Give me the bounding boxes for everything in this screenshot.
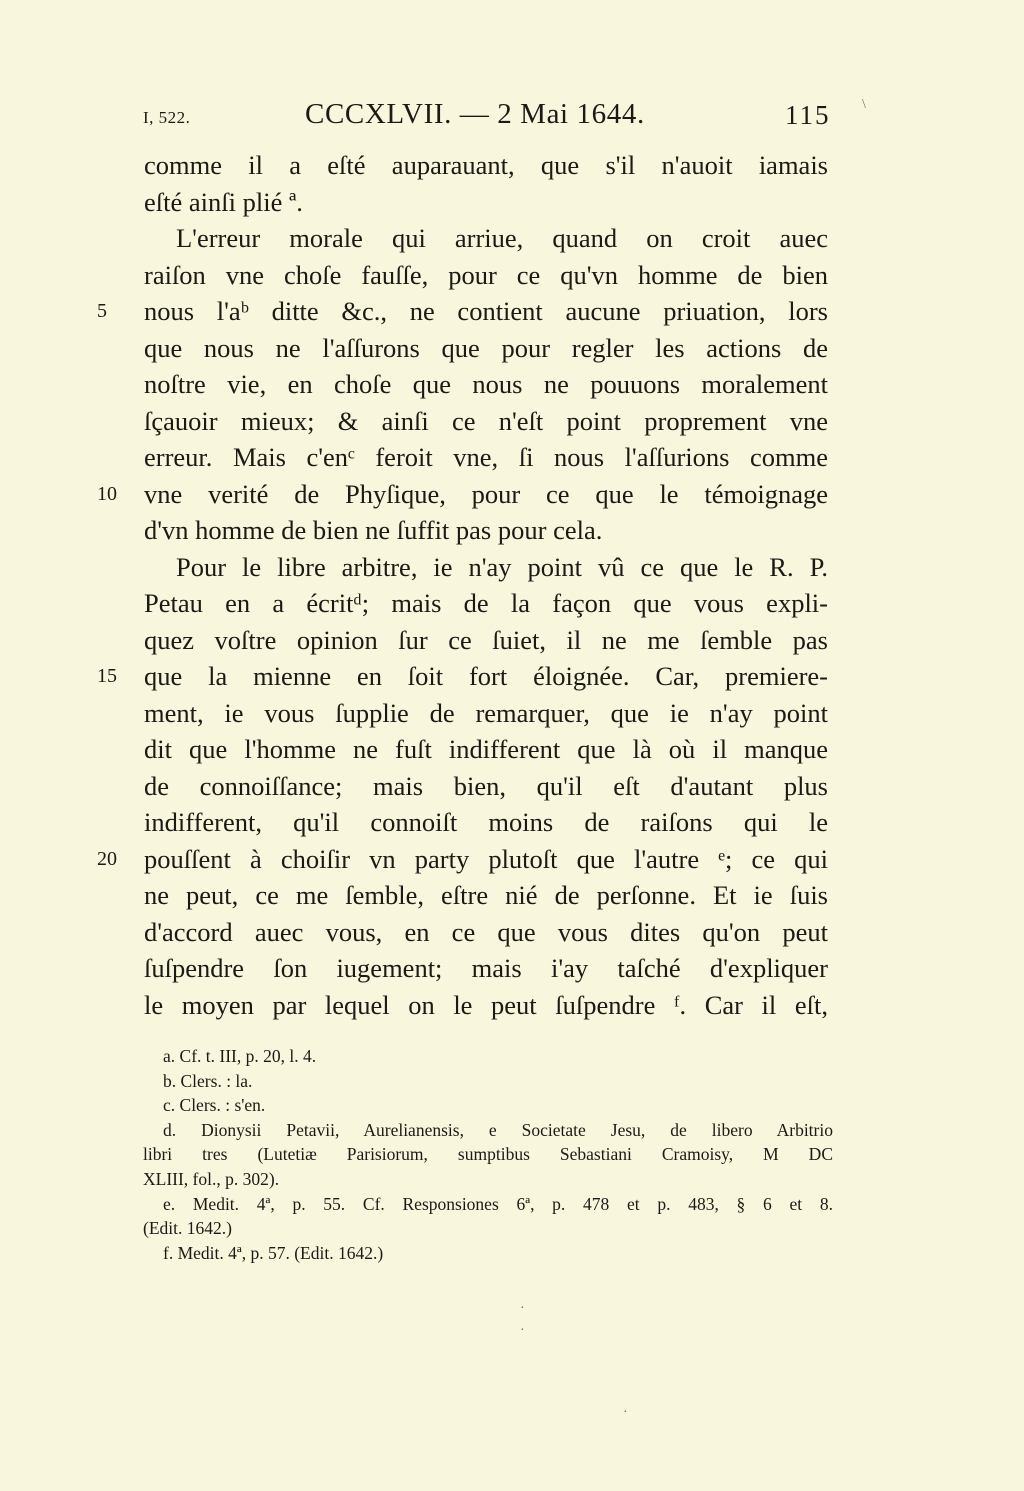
text-line	[144, 804, 828, 841]
text-line	[144, 585, 828, 622]
line-text: quez voſtre opinion ſur ce ſuiet, il ne me ſemble pas	[144, 624, 828, 655]
line-text: raiſon vne choſe fauſſe, pour ce qu'vn homme de bien	[144, 259, 828, 290]
line-text: Pour le libre arbitre, ie n'ay point vû ce que le R. P.	[176, 551, 828, 582]
text-line	[144, 330, 828, 367]
line-text: noſtre vie, en choſe que nous ne pouuons moralement	[144, 369, 828, 399]
line-number: 15	[97, 665, 117, 687]
footnote-text: a. Cf. t. III, p. 20, l. 4.	[163, 1046, 317, 1066]
footnote-line	[143, 1069, 833, 1094]
main-text	[97, 147, 828, 1023]
line-text: pouſſent à choiſir vn party plutoſt que l'autre ᵉ; ce qui	[144, 843, 828, 874]
footnote-line	[143, 1142, 833, 1167]
footnote-line	[143, 1192, 833, 1217]
line-text: ne peut, ce me ſemble, eſtre nié de perſonne. Et ie ſuis	[144, 880, 828, 910]
footnote-text: XLIII, fol., p. 302).	[143, 1168, 280, 1189]
line-text: ſçauoir mieux; & ainſi ce n'eſt point proprement vne	[144, 405, 828, 436]
text-line	[144, 512, 828, 549]
line-number: 5	[97, 300, 107, 322]
text-line	[144, 147, 828, 184]
footnote-text: b. Clers. : la.	[163, 1070, 253, 1091]
footnote-line	[143, 1167, 833, 1192]
footnote-line	[143, 1093, 833, 1118]
text-line	[97, 841, 828, 878]
text-line	[144, 987, 828, 1024]
line-text: Petau en a écritᵈ; mais de la façon que vous expli-	[144, 588, 828, 618]
line-text: ſuſpendre ſon iugement; mais i'ay taſché d'expliquer	[144, 953, 828, 983]
footnote-line	[143, 1241, 833, 1266]
text-line	[144, 914, 828, 951]
line-text: d'vn homme de bien ne ſuffit pas pour cela.	[144, 515, 603, 545]
letter-heading: CCCXLVII. — 2 Mai 1644.	[305, 98, 645, 130]
line-text: erreur. Mais c'enᶜ feroit vne, ſi nous l'aſſurions comme	[144, 442, 828, 472]
volume-reference: I, 522.	[143, 108, 191, 127]
text-line	[144, 439, 828, 476]
page-number: 115	[785, 100, 831, 130]
line-text: eſté ainſi plié ª.	[144, 186, 303, 217]
footnote-text: f. Medit. 4ª, p. 57. (Edit. 1642.)	[163, 1242, 384, 1263]
line-text: nous l'aᵇ ditte &c., ne contient aucune priuation, lors	[144, 296, 828, 326]
line-text: que nous ne l'aſſurons que pour regler les actions de	[144, 332, 828, 363]
text-line	[144, 549, 828, 586]
line-text: que la mienne en ſoit fort éloignée. Car, premiere-	[144, 661, 828, 691]
footnotes	[143, 1044, 833, 1265]
line-text: L'erreur morale qui arriue, quand on croit auec	[176, 223, 828, 253]
line-number: 10	[97, 482, 117, 505]
text-line	[144, 768, 828, 805]
stray-marks: · ·	[520, 1301, 525, 1338]
footnote-text: libri tres (Lutetiæ Parisiorum, sumptibus Sebastiani Cramoisy, M DC	[143, 1144, 833, 1165]
text-line	[144, 695, 828, 732]
line-text: comme il a eſté auparauant, que s'il n'auoit iamais	[144, 150, 828, 180]
text-line	[97, 293, 828, 330]
text-line	[97, 476, 828, 513]
footnote-text: e. Medit. 4ª, p. 55. Cf. Responsiones 6ª, p. 478 et p. 483, § 6 et 8.	[163, 1193, 833, 1214]
line-text: d'accord auec vous, en ce que vous dites qu'on peut	[144, 916, 828, 947]
running-header	[0, 98, 1024, 138]
text-line	[144, 366, 828, 403]
stray-mark: ·	[623, 1405, 628, 1420]
footnote-text: c. Clers. : s'en.	[163, 1095, 266, 1116]
line-text: de connoiſſance; mais bien, qu'il eſt d'autant plus	[144, 770, 828, 801]
line-text: vne verité de Phyſique, pour ce que le témoignage	[144, 478, 828, 509]
line-text: indifferent, qu'il connoiſt moins de raiſons qui le	[144, 807, 828, 837]
footnote-text: (Edit. 1642.)	[143, 1218, 232, 1239]
text-line	[144, 257, 828, 294]
text-line	[144, 622, 828, 659]
footnote-line	[143, 1216, 833, 1241]
line-text: dit que l'homme ne fuſt indifferent que là où il manque	[144, 734, 828, 764]
text-line	[144, 731, 828, 768]
line-number: 20	[97, 847, 117, 870]
text-line	[97, 658, 828, 695]
text-line	[144, 877, 828, 914]
line-text: le moyen par lequel on le peut ſuſpendre ᶠ. Car il eſt,	[144, 989, 828, 1020]
text-line	[144, 184, 828, 221]
margin-mark: \	[862, 97, 866, 112]
text-line	[144, 950, 828, 987]
footnote-text: d. Dionysii Petavii, Aurelianensis, e Societate Jesu, de libero Arbitrio	[163, 1119, 833, 1140]
footnote-line	[143, 1044, 833, 1069]
text-line	[144, 220, 828, 257]
text-line	[144, 403, 828, 440]
footnote-line	[143, 1118, 833, 1143]
line-text: ment, ie vous ſupplie de remarquer, que ie n'ay point	[144, 697, 828, 728]
